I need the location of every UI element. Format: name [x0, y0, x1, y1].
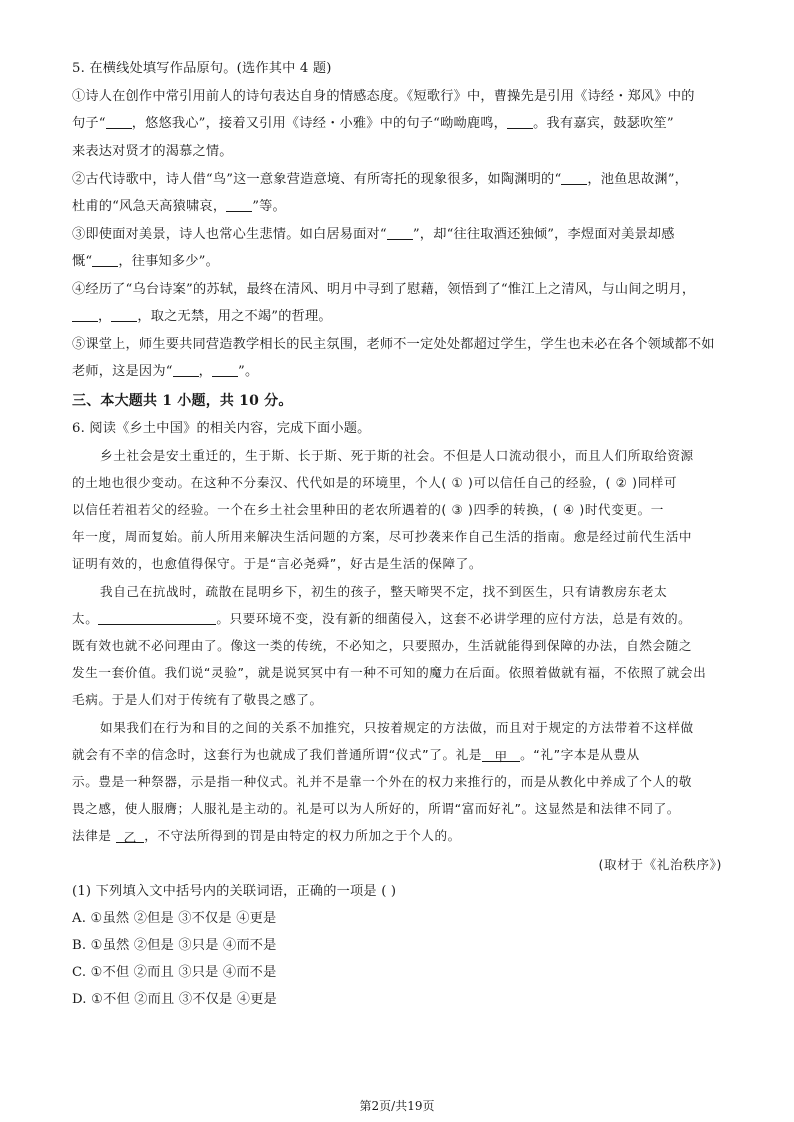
passage-p2-line5: 毛病。于是人们对于传统有了敬畏之感了。	[72, 692, 323, 707]
passage-p1-line5: 证明有效的，也愈值得保守。于是“言必尧舜”，好古是生活的保障了。	[72, 556, 483, 571]
answer-blank[interactable]	[212, 363, 238, 377]
q5-item3-line2	[72, 253, 219, 271]
answer-blank[interactable]	[561, 171, 587, 185]
answer-blank[interactable]	[226, 198, 252, 212]
text: 句子“	[72, 116, 106, 131]
answer-blank[interactable]	[92, 253, 118, 267]
passage-p3-line2	[72, 746, 640, 764]
text: 。只要环境不变，没有新的细菌侵入，这套不必讲学理的应付方法，总是有效的。	[216, 611, 692, 626]
answer-blank[interactable]	[72, 308, 98, 322]
option-c[interactable]: C. ①不但 ②而且 ③只是 ④而不是	[72, 965, 277, 980]
sub-question-1: (1) 下列填入文中括号内的关联词语，正确的一项是 ( )	[72, 884, 397, 899]
q5-item2-line2	[72, 198, 286, 216]
text: ，	[98, 309, 112, 324]
passage-p3-line3: 示。豊是一种祭器，示是指一种仪式。礼并不是靠一个外在的权力来推行的，而是从教化中养成了个人的敬	[72, 774, 693, 789]
passage-source: (取材于《礼治秩序》)	[598, 857, 722, 872]
text: 杜甫的“风急天高猿啸哀，	[72, 199, 227, 214]
answer-blank[interactable]	[98, 611, 216, 625]
passage-p2-line4: 发生一套价值。我们说“灵验”，就是说冥冥中有一种不可知的魔力在后面。依照着做就有福，不依照了就会出	[72, 665, 707, 680]
passage-p1-line1: 乡土社会是安土重迁的，生于斯、长于斯、死于斯的社会。不但是人口流动很小，而且人们所取给资源	[100, 448, 694, 463]
blank-jia[interactable]: 甲	[482, 748, 520, 762]
text: ③即使面对美景，诗人也常心生悲情。如白居易面对“	[72, 227, 387, 242]
q5-title: 5. 在横线处填写作品原句。(选作其中 4 题)	[72, 61, 332, 76]
passage-p2-line2	[72, 610, 691, 628]
text: ”，却“往往取酒还独倾”，李煜面对美景却感	[412, 227, 675, 242]
text: 慨“	[72, 254, 93, 269]
text: 法律是	[72, 828, 112, 843]
passage-p1-line3: 以信任若祖若父的经验。一个在乡土社会里种田的老农所遇着的( ③ )四季的转换，( ④ )时代变更。一	[72, 502, 664, 517]
q5-item1-line1: ①诗人在创作中常引用前人的诗句表达自身的情感态度。《短歌行》中，曹操先是引用《诗经・郑风》中的	[72, 89, 695, 104]
blank-yi[interactable]: 乙	[116, 829, 144, 843]
q5-item1-line3: 来表达对贤才的渴慕之情。	[72, 144, 233, 159]
option-b[interactable]: B. ①虽然 ②但是 ③只是 ④而不是	[72, 938, 277, 953]
page-number: 第2页/共19页	[359, 1099, 435, 1113]
text: ”等。	[252, 199, 286, 214]
q5-item5-line2	[72, 363, 258, 381]
q5-item1-line2	[72, 115, 674, 133]
text: 。“礼”字本是从豊从	[520, 747, 640, 762]
q5-item3-line1	[72, 226, 675, 244]
text: ，悠悠我心”，接着又引用《诗经・小雅》中的句子“呦呦鹿鸣，	[131, 116, 508, 131]
text: ②古代诗歌中，诗人借“鸟”这一意象营造意境、有所寄托的现象很多，如陶渊明的“	[72, 172, 562, 187]
answer-blank[interactable]	[387, 226, 413, 240]
text: ，取之无禁，用之不竭”的哲理。	[137, 309, 332, 324]
text: 就会有不幸的信念时，这套行为也就成了我们普通所谓“仪式”了。礼是	[72, 747, 483, 762]
text: 老师，这是因为“	[72, 364, 173, 379]
q5-item5-line1: ⑤课堂上，师生要共同营造教学相长的民主氛围，老师不一定处处都超过学生，学生也未必在各个领域都不如	[72, 337, 715, 352]
passage-p1-line4: 年一度，周而复始。前人所用来解决生活问题的方案，尽可抄袭来作自己生活的指南。愈是经过前代生活中	[72, 529, 693, 544]
text: ，不守法所得到的罚是由特定的权力所加之于个人的。	[144, 828, 461, 843]
answer-blank[interactable]	[173, 363, 199, 377]
passage-p2-line3: 既有效也就不必问理由了。像这一类的传统，不必知之，只要照办，生活就能得到保障的办法，自然会随之	[72, 638, 693, 653]
passage-p3-line4: 畏之感，使人服膺；人服礼是主动的。礼是可以为人所好的，所谓“富而好礼”。这显然是和法律不同了。	[72, 801, 680, 816]
answer-blank[interactable]	[106, 115, 132, 129]
answer-blank[interactable]	[111, 308, 137, 322]
option-a[interactable]: A. ①虽然 ②但是 ③不仅是 ④更是	[72, 911, 277, 926]
passage-p2-line1: 我自己在抗战时，疏散在昆明乡下，初生的孩子，整天啼哭不定，找不到医生，只有请教房东老太	[100, 584, 668, 599]
text: 。我有嘉宾，鼓瑟吹笙”	[533, 116, 674, 131]
passage-p3-line1: 如果我们在行为和目的之间的关系不加推究，只按着规定的方法做，而且对于规定的方法带着不这样做	[100, 720, 694, 735]
text: ，池鱼思故渊”，	[587, 172, 689, 187]
text: 太。	[72, 611, 99, 626]
text: ，往事知多少”。	[118, 254, 219, 269]
text: ”。	[238, 364, 259, 379]
passage-p1-line2: 的土地也很少变动。在这种不分秦汉、代代如是的环境里，个人( ① )可以信任自己的经验，( ② )同样可	[72, 475, 678, 490]
q5-item4-line2	[72, 308, 332, 326]
text: ，	[198, 364, 213, 379]
q5-item4-line1: ④经历了“乌台诗案”的苏轼，最终在清风、明月中寻到了慰藉，领悟到了“惟江上之清风，与山间之明月，	[72, 282, 696, 297]
q5-item2-line1	[72, 171, 688, 189]
q6-title: 6. 阅读《乡土中国》的相关内容，完成下面小题。	[72, 421, 371, 436]
section-heading: 三、本大题共 1 小题，共 10 分。	[72, 393, 293, 409]
option-d[interactable]: D. ①不但 ②而且 ③不仅是 ④更是	[72, 992, 277, 1007]
answer-blank[interactable]	[507, 115, 533, 129]
passage-p3-line5	[72, 827, 461, 845]
